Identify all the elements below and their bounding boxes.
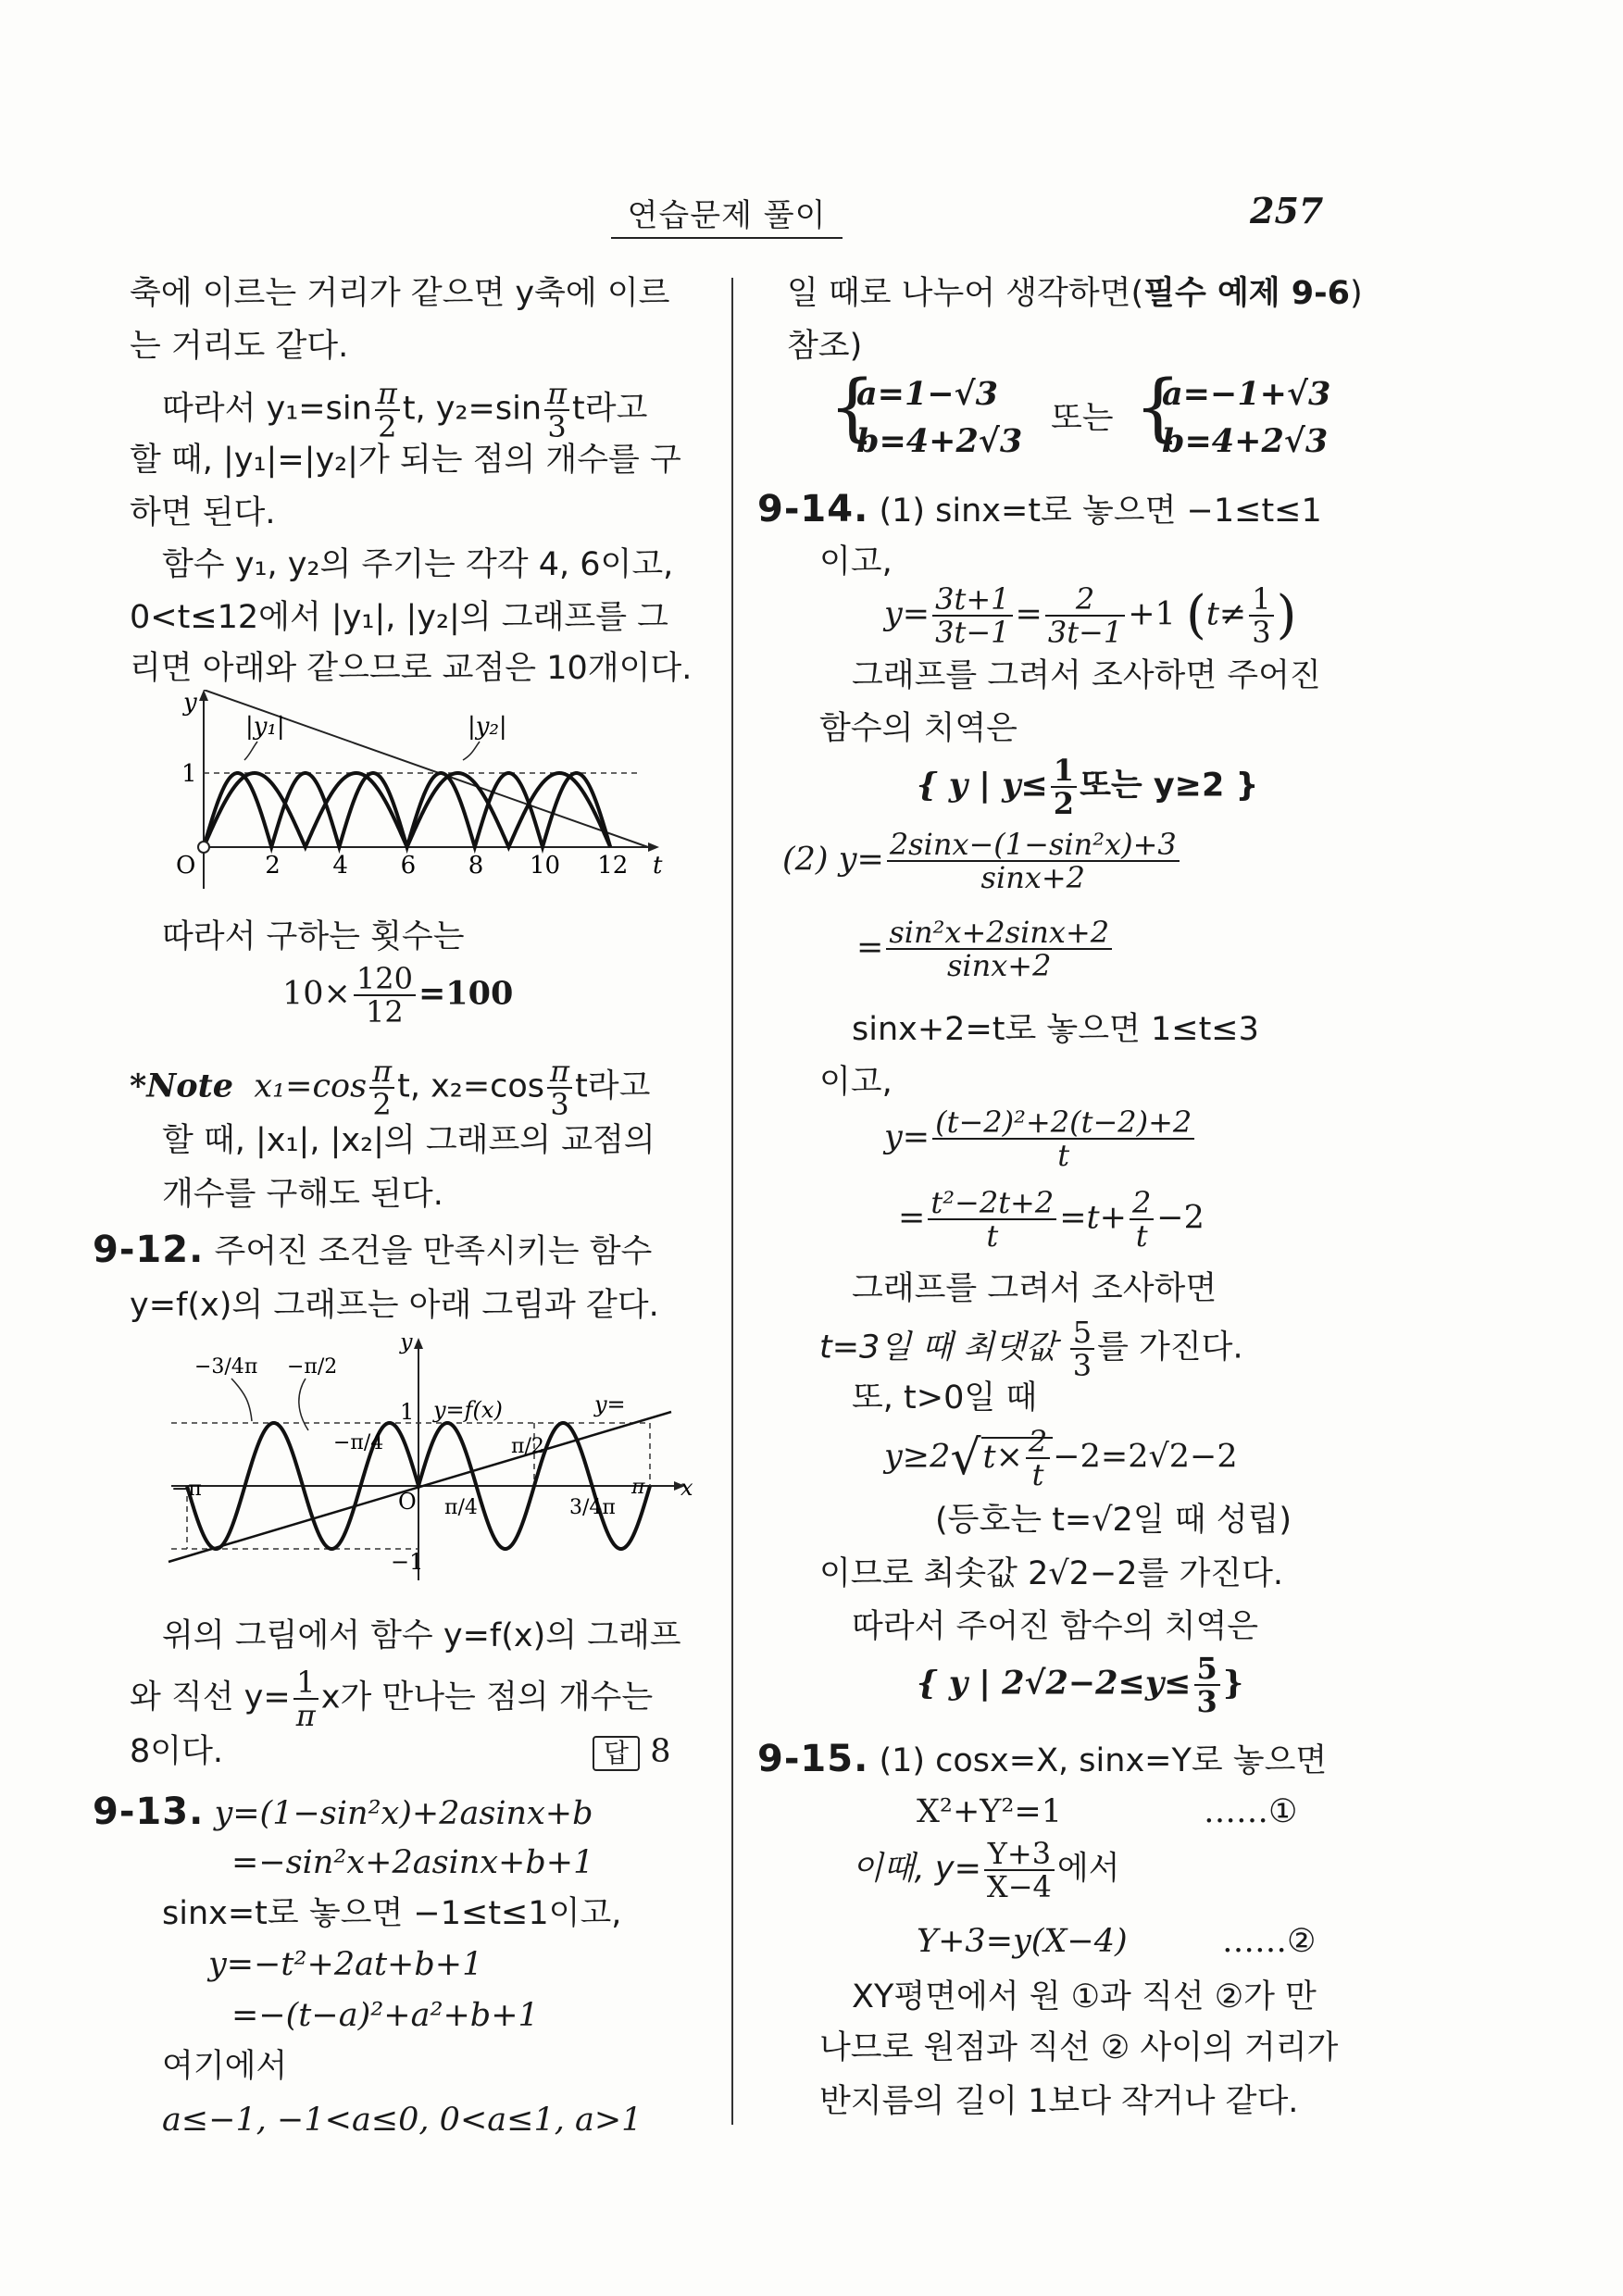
text-line: 이고, [819,543,893,580]
note-line [130,1055,650,1120]
curve-abs-y1 [204,773,610,847]
math-line: y≥2√t× $\frac{2}{t}$ −2=2√2−2 [884,1424,1238,1492]
text-line: 는 거리도 같다. [130,328,349,365]
text-fragment: (1) sinx=t로 놓으면 −1≤t≤1 [879,493,1322,530]
equation-2-tag: ……② [1222,1923,1317,1960]
header-underline [611,237,843,239]
denominator: t [1135,1218,1148,1254]
answer-value: 8 [650,1733,671,1770]
denominator: 3 [1252,615,1271,650]
denominator: 3 [547,409,567,444]
page-number: 257 [1250,190,1324,231]
numerator: 120 [354,963,416,996]
range-answer-2 [917,1653,1243,1717]
note-label: *Note [130,1067,234,1105]
x-tick-label: 4 [332,852,348,880]
math-line [130,1666,653,1731]
text-fragment: −2=2√2−2 [1053,1438,1238,1476]
column-divider [731,278,733,2125]
text-fragment: x가 만나는 점의 개수는 [320,1678,654,1716]
one-label: 1 [400,1399,415,1425]
text-fragment: 일 때로 나누어 생각하면( [787,275,1144,312]
text-fragment: −2 [1156,1199,1205,1237]
text-line: sinx=t로 놓으면 −1≤t≤1이고, [162,1895,622,1932]
text-line: (등호는 t=√2일 때 성립) [935,1502,1292,1539]
answer [593,1731,670,1772]
system-1-b: b=4+2√3 [856,422,1023,460]
fraction [932,583,1012,648]
denominator: 2 [1053,786,1075,821]
equation-1: X²+Y²=1 [917,1793,1063,1830]
origin-label: O [398,1489,417,1515]
text-line: 위의 그림에서 함수 y=f(x)의 그래프 [162,1617,681,1654]
text-line: 반지름의 길이 1보다 작거나 같다. [819,2083,1299,2120]
numerator: 1 [293,1666,318,1700]
denominator: 2 [378,409,397,444]
fraction [1070,1316,1094,1381]
text-line: 하면 된다. [130,494,276,531]
label-abs-y1: |y₁| [245,713,285,741]
text-fragment: t, y₂=sin [402,390,542,428]
label-abs-y2: |y₂| [468,713,507,741]
math-line: =−(t−a)²+a²+b+1 [231,1997,539,2034]
text-fragment: (2) y= [782,841,884,879]
tick-quarter-pi: π/4 [444,1496,478,1519]
text-fragment: { y | 2√2−2≤y≤ [917,1664,1192,1703]
text-line: 참조) [787,328,863,365]
fraction [1130,1187,1154,1252]
numerator: π [369,1055,394,1089]
answer-value: =100 [418,974,514,1013]
fraction [886,917,1112,981]
text-line: sinx+2=t로 놓으면 1≤t≤3 [852,1011,1259,1048]
tick-neg-three-quarter-pi: −3/4π [194,1355,258,1379]
math-line: =−sin²x+2asinx+b+1 [231,1844,594,1881]
text-fragment: y= [884,595,930,633]
func-label: y=f(x) [433,1397,503,1423]
answer-box: 답 [593,1736,640,1771]
math-line: a≤−1, −1<a≤0, 0<a≤1, a>1 [162,2102,643,2139]
text-fragment: +1 [1128,595,1176,633]
one-label: 1 [181,760,197,788]
problem-9-12 [93,1229,652,1272]
x-tick-label: 2 [265,852,281,880]
denominator: X−4 [986,1869,1052,1904]
math-line [282,963,513,1028]
text-fragment: 와 직선 y= [130,1678,291,1716]
math-line [782,829,1182,893]
math-line: y= $\frac{\text{(t−2)²+2(t−2)+2}}{t}$ [884,1106,1197,1171]
denominator: sinx+2 [946,948,1052,983]
tick-half-pi: π/2 [511,1435,544,1458]
numerator: 5 [1194,1653,1220,1686]
tick-neg-half-pi: −π/2 [287,1355,338,1379]
numerator: 2sinx−(1−sin²x)+3 [887,829,1180,862]
problem-9-14 [757,489,1322,531]
text-line: 따라서 주어진 함수의 치역은 [852,1608,1259,1645]
text-fragment: y≥2 [884,1438,951,1476]
fraction [547,1055,572,1120]
text-fragment: 를 가진다. [1097,1329,1243,1366]
text-line: y=f(x)의 그래프는 아래 그림과 같다. [130,1287,659,1324]
text-line: 축에 이르는 거리가 같으면 y축에 이르 [130,275,670,312]
text-line: 나므로 원점과 직선 ② 사이의 거리가 [819,2029,1339,2066]
text-fragment: t× [982,1438,1023,1476]
reference: 필수 예제 9-6 [1143,275,1350,312]
text-line: XY평면에서 원 ①과 직선 ②가 만 [852,1978,1317,2015]
line-label-text: y= [594,1391,626,1417]
tick-three-quarter-pi: 3/4π [569,1496,616,1519]
x-tick-label: 12 [597,852,629,880]
numerator: 1 [1249,583,1273,617]
fraction [354,963,416,1028]
problem-number: 9-14. [757,488,869,530]
text-line: 이므로 최솟값 2√2−2를 가진다. [819,1555,1284,1592]
text-fragment: 따라서 y₁=sin [162,390,372,428]
neg-one-label: −1 [391,1549,424,1575]
text-fragment: t라고 [575,1067,651,1105]
text-line: 함수 y₁, y₂의 주기는 각각 4, 6이고, [162,546,674,583]
left-brace: { [1134,364,1181,450]
text-fragment: 또는 y≥2 } [1080,767,1259,805]
math-line: y=−t²+2at+b+1 [208,1946,483,1983]
numerator: π [544,378,569,411]
x-axis-arrow [648,842,659,852]
text-fragment: t≠ [1205,595,1247,633]
equation-2: Y+3=y(X−4) [917,1923,1128,1960]
text-fragment: t, x₂=cos [397,1067,545,1105]
denominator: 3t−1 [935,615,1010,650]
tick-pi: π [631,1476,645,1499]
x-tick-label: 8 [468,852,484,880]
text-fragment: 주어진 조건을 만족시키는 함수 [214,1233,653,1270]
left-brace: { [829,364,876,450]
fraction [928,1187,1056,1252]
leader-y1 [244,742,257,760]
solution-system [829,364,1366,472]
text-fragment: x₁=cos [254,1067,368,1105]
x-axis-label: x [680,1475,693,1501]
leader-a [231,1379,252,1421]
curve-abs-y2 [204,773,610,847]
denominator: 3t−1 [1047,615,1123,650]
text-line: 8이다. [130,1733,224,1770]
math-line [819,1316,1243,1381]
fraction [1026,1426,1050,1491]
denominator: t [1031,1457,1044,1492]
numerator: 2 [1045,583,1125,617]
x-axis-label: t [653,852,663,880]
text-fragment: t=3일 때 최댓값 [819,1329,1057,1366]
numerator: 2 [1026,1426,1050,1459]
text-fragment: } [1222,1664,1244,1703]
text-line: 그래프를 그려서 조사하면 주어진 [852,657,1321,694]
problem-9-15 [757,1739,1327,1781]
text-line: 또, t>0일 때 [852,1379,1038,1416]
tick-neg-quarter-pi: −π/4 [333,1431,384,1454]
numerator: π [547,1055,572,1089]
math-fragment: y=(1−sin²x)+2asinx+b [214,1795,593,1832]
line-label [593,1391,626,1417]
text-fragment: (1) cosx=X, sinx=Y로 놓으면 [879,1742,1328,1779]
text-line: 그래프를 그려서 조사하면 [852,1270,1217,1307]
denominator: 12 [366,994,404,1029]
numerator: t²−2t+2 [928,1187,1056,1220]
text-line: 개수를 구해도 된다. [162,1176,443,1213]
fraction [932,1106,1194,1171]
fraction [375,378,400,443]
fraction [369,1055,394,1120]
range-answer-1 [917,755,1258,819]
denominator: 2 [372,1087,392,1122]
text-line: 따라서 구하는 횟수는 [162,918,465,955]
denominator: t [986,1218,999,1254]
fraction [1051,755,1077,819]
numerator: 3t+1 [932,583,1012,617]
math-line: = $\frac{\text{sin²x+2sinx+2}}{\sin x+2}$ [856,917,1115,981]
text-line: 할 때, |y₁|=|y₂|가 되는 점의 개수를 구 [130,442,681,479]
denominator: sinx+2 [980,860,1086,895]
text-line: 일 때로 나누어 생각하면(필수 예제 9-6) [787,275,1363,312]
fraction [293,1666,318,1731]
text-line: 0<t≤12에서 |y₁|, |y₂|의 그래프를 그 [130,599,668,636]
text-line: 리면 아래와 같으므로 교점은 10개이다. [130,650,693,687]
numerator: Y+3 [984,1838,1055,1871]
origin-label: O [176,852,196,880]
or-label: 또는 [1051,400,1114,437]
problem-number: 9-15. [757,1738,869,1780]
y-axis-label: y [400,1338,413,1354]
text-line: 이고, [819,1064,893,1101]
text-line: 여기에서 [162,2048,288,2085]
y-axis-arrow [414,1338,423,1349]
problem-number: 9-13. [93,1791,205,1833]
sqrt-content [981,1424,1054,1492]
math-line: y= $\frac{3t+1}{3t-1}$ = $\frac{2}{3t-1}$ +1 (t≠ $\frac{1}{3}$ ) [884,581,1297,650]
text-fragment: t라고 [572,390,648,428]
problem-9-13 [93,1791,593,1834]
denominator: π [295,1698,316,1733]
denominator: 3 [1072,1348,1092,1383]
fraction [1194,1653,1220,1717]
graph-abs-sine [148,690,667,889]
x-tick-label: 10 [530,852,561,880]
fraction [1045,583,1125,648]
denominator: t [1057,1138,1070,1173]
numerator: π [375,378,400,411]
text-line: 함수의 치역은 [819,710,1017,747]
text-fragment: 에서 [1056,1850,1120,1888]
numerator: 2 [1130,1187,1154,1220]
numerator: (t−2)²+2(t−2)+2 [932,1106,1194,1140]
origin-point [198,842,209,853]
tick-neg-pi: −π [171,1478,202,1501]
y-axis-label: y [183,690,197,717]
denominator: 3 [550,1087,569,1122]
text-fragment: =t+ [1059,1199,1127,1237]
numerator: sin²x+2sinx+2 [886,917,1112,950]
text-fragment: { y | y≤ [917,766,1048,805]
x-tick-labels [265,852,628,880]
math-line [852,1838,1120,1903]
x-tick-label: 6 [400,852,417,880]
math-line [162,378,647,443]
system-1-a: a=1−√3 [856,375,999,413]
denominator: 3 [1196,1684,1217,1719]
text-fragment: 10× [282,975,351,1013]
math-line: = $\frac{\text{t²−2t+2}}{t}$ =t+ $\frac{2}{t}$ −2 [898,1185,1205,1254]
graph-function-and-line [157,1338,694,1588]
fraction [544,378,569,443]
fraction [887,829,1180,893]
numerator: 5 [1070,1316,1094,1350]
system-2-a: a=−1+√3 [1162,375,1331,413]
equation-1-tag: ……① [1204,1793,1298,1830]
fraction [984,1838,1055,1903]
problem-number: 9-12. [93,1229,205,1271]
running-header-title: 연습문제 풀이 [627,197,827,234]
fraction [1249,583,1273,648]
system-2-b: b=4+2√3 [1162,422,1329,460]
text-line: 할 때, |x₁|, |x₂|의 그래프의 교점의 [162,1122,655,1159]
text-fragment: 이때, y= [852,1850,981,1888]
leader-y2 [463,742,480,760]
numerator: 1 [1051,755,1077,788]
